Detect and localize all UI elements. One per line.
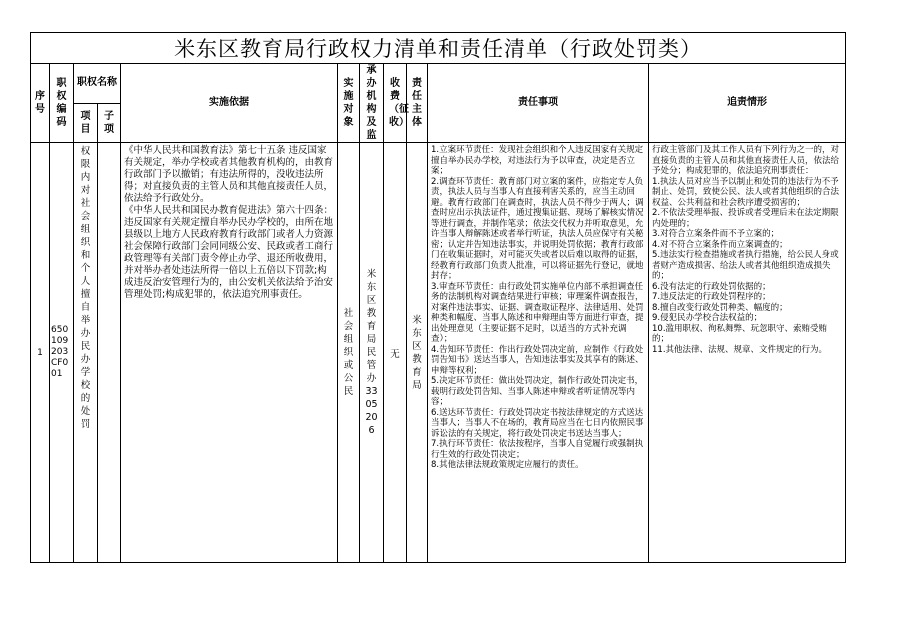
header-seq: 序号 — [31, 64, 50, 143]
header-basis: 实施依据 — [121, 64, 338, 143]
row-code: 650109203CF001 — [50, 143, 74, 563]
row-duty: 1.立案环节责任：发现社会组织和个人违反国家有关规定擅自举办民办学校，对违法行为予以审查，决定是否立案； 2.调查环节责任：教育部门对立案的案件，应指定专人负责，执法人员与当事人有直接利害关系的，应当主动回避。教育行政部门在调查时，执法人员不得少于两人；调查时应出示执法证件，通过搜集证据、现场了解核实情况等进行调查，并制作笔录；依法交代权力并听取意见，允许当事人辩解陈述或者举行听证，执法人员应保守有关秘密；认定并告知违法事实，并说明处罚依据；教育行政部门在收集证据时，对可能灭失或者以后难以取得的证据，经教育行政部门负责人批准，可以将证据先行登记，就地封存； 3.审查环节责任：由行政处罚实施单位内部不承担调查任务的法制机构对调查结果进行审核；审理案件调查报告，对案件违法事实、证据、调查取证程序、法律适用、处罚种类和幅度、当事人陈述和申辩理由等方面进行审查，提出处理意见（主要证据不足时，以适当的方式补充调查）； 4.告知环节责任：作出行政处罚决定前，应制作《行政处罚告知书》送达当事人，告知违法事实及其享有的陈述、申辩等权利； 5.决定环节责任：做出处罚决定，制作行政处罚决定书，载明行政处罚告知、当事人陈述申辩或者听证情况等内容； 6.送达环节责任：行政处罚决定书按法律规定的方式送达当事人；当事人不在场的，教育局应当在七日内依照民事诉讼法的有关规定，将行政处罚决定书送达当事人； 7.执行环节责任：依法按程序，当事人自觉履行或强制执行生效的行政处罚决定； 8.其他法律法规政策规定应履行的责任。 — [428, 143, 649, 563]
header-code: 职权编码 — [50, 64, 74, 143]
header-target: 实施对象 — [338, 64, 360, 143]
header-duty: 责任事项 — [428, 64, 649, 143]
header-fee: 收费（征收） — [384, 64, 407, 143]
table-row — [31, 143, 846, 563]
row-agency: 米东区教育局民管办3305206 — [360, 143, 384, 563]
page-title: 米东区教育局行政权力清单和责任清单（行政处罚类） — [31, 33, 846, 64]
row-fee: 无 — [384, 143, 407, 563]
power-list-table — [30, 32, 846, 563]
header-subject: 责任主体 — [407, 64, 428, 143]
document-page — [30, 32, 840, 554]
row-seq: 1 — [31, 143, 50, 563]
row-subject: 米东区教育局 — [407, 143, 428, 563]
row-target: 社会组织或公民 — [338, 143, 360, 563]
row-subitem — [98, 143, 121, 563]
row-accountability: 行政主管部门及其工作人员有下列行为之一的，对直接负责的主管人员和其他直接责任人员，依法给予处分；构成犯罪的，依法追究刑事责任： 1.执法人员对应当予以制止和处罚的违法行为不予制止、处罚，致使公民、法人或者其他组织的合法权益、公共利益和社会秩序遭受损害的； 2.不依法受理举报、投诉或者受理后未在法定期限内处理的； 3.对符合立案条件而不予立案的； 4.对不符合立案条件而立案调查的； 5.违法实行检查措施或者执行措施，给公民人身或者财产造成损害、给法人或者其他组织造成损失的； 6.没有法定的行政处罚依据的； 7.违反法定的行政处罚程序的； 8.擅自改变行政处罚种类、幅度的； 9.侵犯民办学校合法权益的； 10.滥用职权、徇私舞弊、玩忽职守、索贿受贿的； 11.其他法律、法规、规章、文件规定的行为。 — [649, 143, 846, 563]
header-power-name: 职权名称 — [74, 64, 121, 104]
header-item: 项目 — [74, 103, 98, 143]
header-subitem: 子项 — [98, 103, 121, 143]
row-item: 权限内对社会组织和个人擅自举办民办学校的处罚 — [74, 143, 98, 563]
header-agency: 承办机构及监 — [360, 64, 384, 143]
row-basis: 《中华人民共和国教育法》第七十五条 违反国家有关规定，举办学校或者其他教育机构的，由教育行政部门予以撤销；有违法所得的，没收违法所得；对直接负责的主管人员和其他直接责任人员，依法给予行政处分。 《中华人民共和国民办教育促进法》第六十四条：违反国家有关规定擅自举办民办学校的，由所在地县级以上地方人民政府教育行政部门或者人力资源社会保障行政部门会同同级公安、民政或者工商行政管理等有关部门责令停止办学、退还所收费用，并对举办者处违法所得一倍以上五倍以下罚款;构成违反治安管理行为的，由公安机关依法给予治安管理处罚;构成犯罪的，依法追究刑事责任。 — [121, 143, 338, 563]
header-accountability: 追责情形 — [649, 64, 846, 143]
